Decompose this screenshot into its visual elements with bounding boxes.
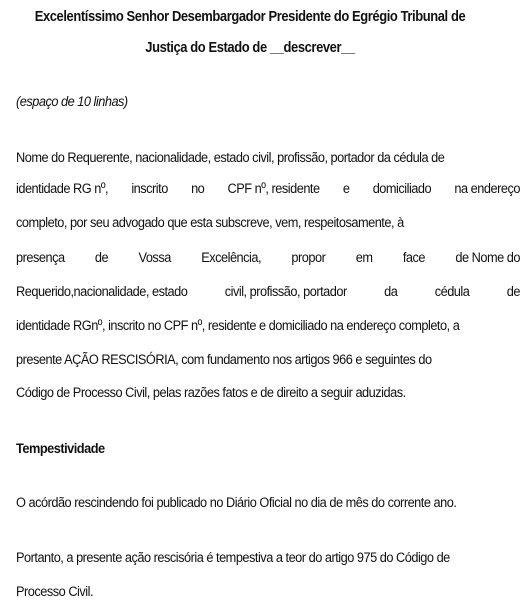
word: Vossa [138, 250, 171, 266]
word: de Nome do [455, 250, 520, 266]
paragraph-1-line-2 [16, 182, 520, 196]
word: de [94, 250, 109, 266]
word: na endereço [454, 181, 520, 197]
paragraph-1-line-4 [16, 251, 520, 265]
word: presença [16, 250, 65, 266]
paragraph-3-line-1: Portanto, a presente ação rescisória é tempestiva a teor do artigo 975 do Código de [16, 550, 450, 566]
word: no [191, 181, 205, 197]
heading-line-2: Justiça do Estado de __descrever__ [145, 40, 355, 56]
paragraph-1-line-5 [16, 285, 520, 299]
word: face [402, 250, 425, 266]
word: Requerido,nacionalidade, estado [16, 284, 188, 300]
word: civil, profissão, portador [224, 284, 347, 300]
paragraph-3-line-2: Processo Civil. [16, 584, 94, 600]
word: domiciliado [372, 181, 432, 197]
paragraph-1-line-3: completo, por seu advogado que esta subscreve, vem, respeitosamente, à [16, 215, 404, 231]
word: identidade RG nº, [16, 181, 109, 197]
spacing-note: (espaço de 10 linhas) [16, 94, 128, 110]
paragraph-1-line-7: presente AÇÃO RESCISÓRIA, com fundamento nos artigos 966 e seguintes do [16, 352, 432, 368]
word: propor [291, 250, 326, 266]
paragraph-1-line-6: identidade RGnº, inscrito no CPF nº, residente e domiciliado na endereço completo, a [16, 318, 460, 334]
paragraph-2: O acórdão rescindendo foi publicado no Diário Oficial no dia de mês do corrente ano. [16, 495, 457, 511]
word: Excelência, [201, 250, 262, 266]
word: de [506, 284, 520, 300]
word: inscrito [131, 181, 168, 197]
word: CPF nº, residente [227, 181, 320, 197]
section-title-tempestividade: Tempestividade [16, 441, 105, 457]
paragraph-1-line-1: Nome do Requerente, nacionalidade, estado civil, profissão, portador da cédula de [16, 150, 445, 166]
heading-line-1: Excelentíssimo Senhor Desembargador Presidente do Egrégio Tribunal de [34, 9, 466, 25]
word: em [355, 250, 373, 266]
word: cédula [434, 284, 470, 300]
word: e [342, 181, 350, 197]
paragraph-1-line-8: Código de Processo Civil, pelas razões fatos e de direito a seguir aduzidas. [16, 385, 406, 401]
word: da [384, 284, 398, 300]
